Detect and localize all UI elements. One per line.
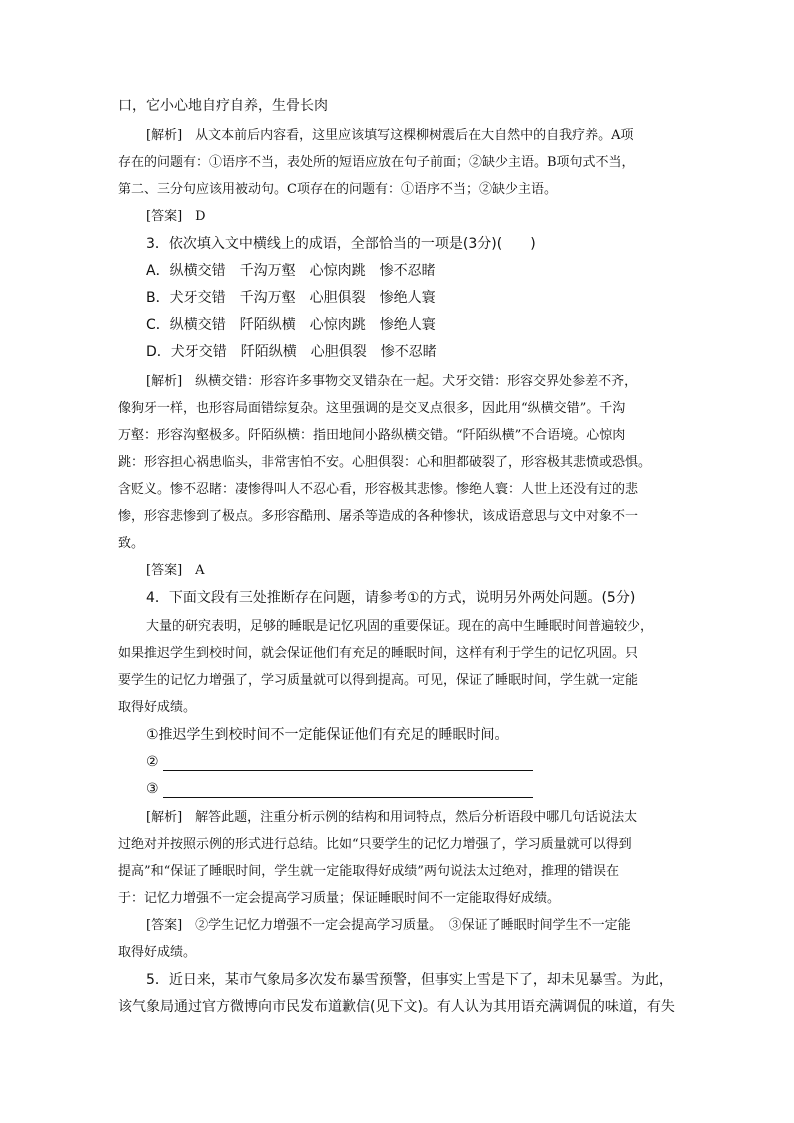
text-line: 该气象局通过官方微博向市民发布道歉信(见下文)。有人认为其用语充满调侃的味道，有失 [118, 999, 675, 1015]
answer-value: A [195, 563, 205, 578]
answer-tag: [答案] [146, 209, 183, 224]
analysis-tag: [解析] [146, 128, 183, 143]
analysis-line: 惨，形容悲惨到了极点。多形容酷刑、屠杀等造成的各种惨状，该成语意思与文中对象不一 [118, 509, 639, 524]
analysis-line: 第二、三分句应该用被动句。C项存在的问题有：①语序不当；②缺少主语。 [118, 182, 557, 197]
answer-line [146, 561, 205, 581]
example-item: ①推迟学生到校时间不一定能保证他们有充足的睡眠时间。 [146, 727, 509, 743]
passage-line: 取得好成绩。 [118, 700, 197, 715]
answer-line [146, 916, 631, 936]
option-c: C．纵横交错 阡陌纵横 心惊肉跳 惨绝人寰 [146, 317, 436, 333]
analysis-line: 含贬义。惨不忍睹：凄惨得叫人不忍心看，形容极其悲惨。惨绝人寰：人世上还没有过的悲 [118, 482, 639, 497]
answer-tag: [答案] [146, 563, 183, 578]
question-title: 4．下面文段有三处推断存在问题，请参考①的方式，说明另外两处问题。(5分) [146, 590, 636, 606]
analysis-line: 于：记忆力增强不一定会提高学习质量；保证睡眠时间不一定能取得好成绩。 [118, 891, 561, 906]
answer-blank-line [163, 770, 533, 771]
text-line: 口，它小心地自疗自养，生骨长肉 [118, 98, 328, 114]
answer-tag: [答案] [146, 918, 183, 933]
question-title: 3．依次填入文中横线上的成语，全部恰当的一项是(3分)( ) [146, 236, 536, 252]
analysis-line: [解析] 纵横交错：形容许多事物交叉错杂在一起。犬牙交错：形容交界处参差不齐， [146, 374, 638, 389]
answer-value: D [195, 209, 206, 224]
analysis-tag: [解析] [146, 810, 183, 825]
passage-line: 如果推迟学生到校时间，就会保证他们有充足的睡眠时间，这样有利于学生的记忆巩固。只 [118, 646, 639, 661]
blank-item-2: ② [146, 754, 159, 770]
passage-line: 大量的研究表明，足够的睡眠是记忆巩固的重要保证。现在的高中生睡眠时间普遍较少， [146, 619, 654, 634]
analysis-line: 提高”和“保证了睡眠时间，学生就一定能取得好成绩”两句说法太过绝对，推理的错误在 [118, 864, 619, 879]
analysis-line: 过绝对并按照示例的形式进行总结。比如“只要学生的记忆力增强了，学习质量就可以得到 [118, 837, 632, 852]
answer-line: 取得好成绩。 [118, 945, 197, 960]
answer-line [146, 207, 206, 227]
question-title: 5．近日来，某市气象局多次发布暴雪预警，但事实上雪是下了，却未见暴雪。为此， [146, 972, 673, 988]
analysis-line: 致。 [118, 536, 145, 551]
analysis-line: 像狗牙一样，也形容局面错综复杂。这里强调的是交叉点很多，因此用“纵横交错”。千沟 [118, 401, 626, 416]
analysis-line: [解析] 解答此题，注重分析示例的结构和用词特点，然后分析语段中哪几句话说法太 [146, 810, 638, 825]
option-a: A．纵横交错 千沟万壑 心惊肉跳 惨不忍睹 [146, 263, 436, 279]
analysis-line: 万壑：形容沟壑极多。阡陌纵横：指田地间小路纵横交错。“阡陌纵横”不合语境。心惊肉 [118, 428, 626, 443]
analysis-line: 存在的问题有：①语序不当，表处所的短语应放在句子前面；②缺少主语。B项句式不当， [118, 155, 635, 170]
passage-line: 要学生的记忆力增强了，学习质量就可以得到提高。可见，保证了睡眠时间，学生就一定能 [118, 673, 639, 688]
analysis-tag: [解析] [146, 374, 183, 389]
analysis-line: 跳：形容担心祸患临头，非常害怕不安。心胆俱裂：心和胆都破裂了，形容极其悲愤或恐惧。 [118, 455, 652, 470]
option-d: D．犬牙交错 阡陌纵横 心胆俱裂 惨不忍睹 [146, 344, 437, 360]
option-b: B．犬牙交错 千沟万壑 心胆俱裂 惨绝人寰 [146, 290, 436, 306]
answer-value: ②学生记忆力增强不一定会提高学习质量。 ③保证了睡眠时间学生不一定能 [195, 918, 631, 933]
analysis-line: [解析] 从文本前后内容看，这里应该填写这棵柳树震后在大自然中的自我疗养。A项 [146, 128, 634, 143]
blank-item-3: ③ [146, 781, 159, 797]
answer-blank-line [163, 797, 533, 798]
